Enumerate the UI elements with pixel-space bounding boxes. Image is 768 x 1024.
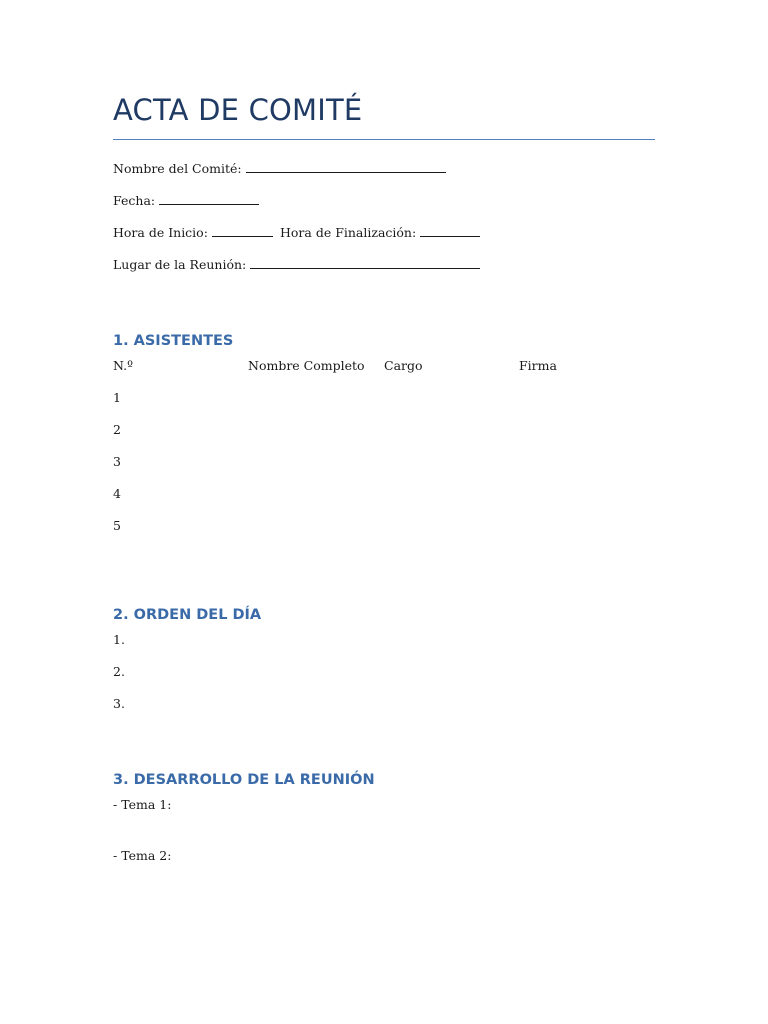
attendee-row-5: 5 [113,518,121,533]
agenda-item-3: 3. [113,696,125,711]
location-field [113,257,480,273]
column-header-full-name: Nombre Completo [248,358,365,373]
location-blank[interactable] [250,257,480,269]
attendees-heading: 1. ASISTENTES [113,333,234,349]
topic-1: - Tema 1: [113,797,172,812]
column-header-position: Cargo [384,358,423,373]
attendee-row-2: 2 [113,422,121,437]
committee-name-field [113,161,446,177]
location-label: Lugar de la Reunión: [113,257,247,272]
start-time-label: Hora de Inicio: [113,225,208,240]
column-header-number: N.º [113,358,133,373]
date-blank[interactable] [159,193,259,205]
committee-name-blank[interactable] [246,161,446,173]
date-label: Fecha: [113,193,156,208]
end-time-blank[interactable] [420,225,480,237]
agenda-item-1: 1. [113,632,125,647]
development-heading: 3. DESARROLLO DE LA REUNIÓN [113,772,375,788]
end-time-field [280,225,480,241]
attendee-row-4: 4 [113,486,121,501]
document-title: ACTA DE COMITÉ [113,93,363,127]
column-header-signature: Firma [519,358,557,373]
date-field [113,193,259,209]
start-time-field [113,225,273,241]
start-time-blank[interactable] [212,225,273,237]
attendee-row-1: 1 [113,390,121,405]
end-time-label: Hora de Finalización: [280,225,417,240]
attendee-row-3: 3 [113,454,121,469]
agenda-item-2: 2. [113,664,125,679]
topic-2: - Tema 2: [113,848,172,863]
title-underline [113,139,655,140]
committee-name-label: Nombre del Comité: [113,161,242,176]
agenda-heading: 2. ORDEN DEL DÍA [113,607,262,623]
